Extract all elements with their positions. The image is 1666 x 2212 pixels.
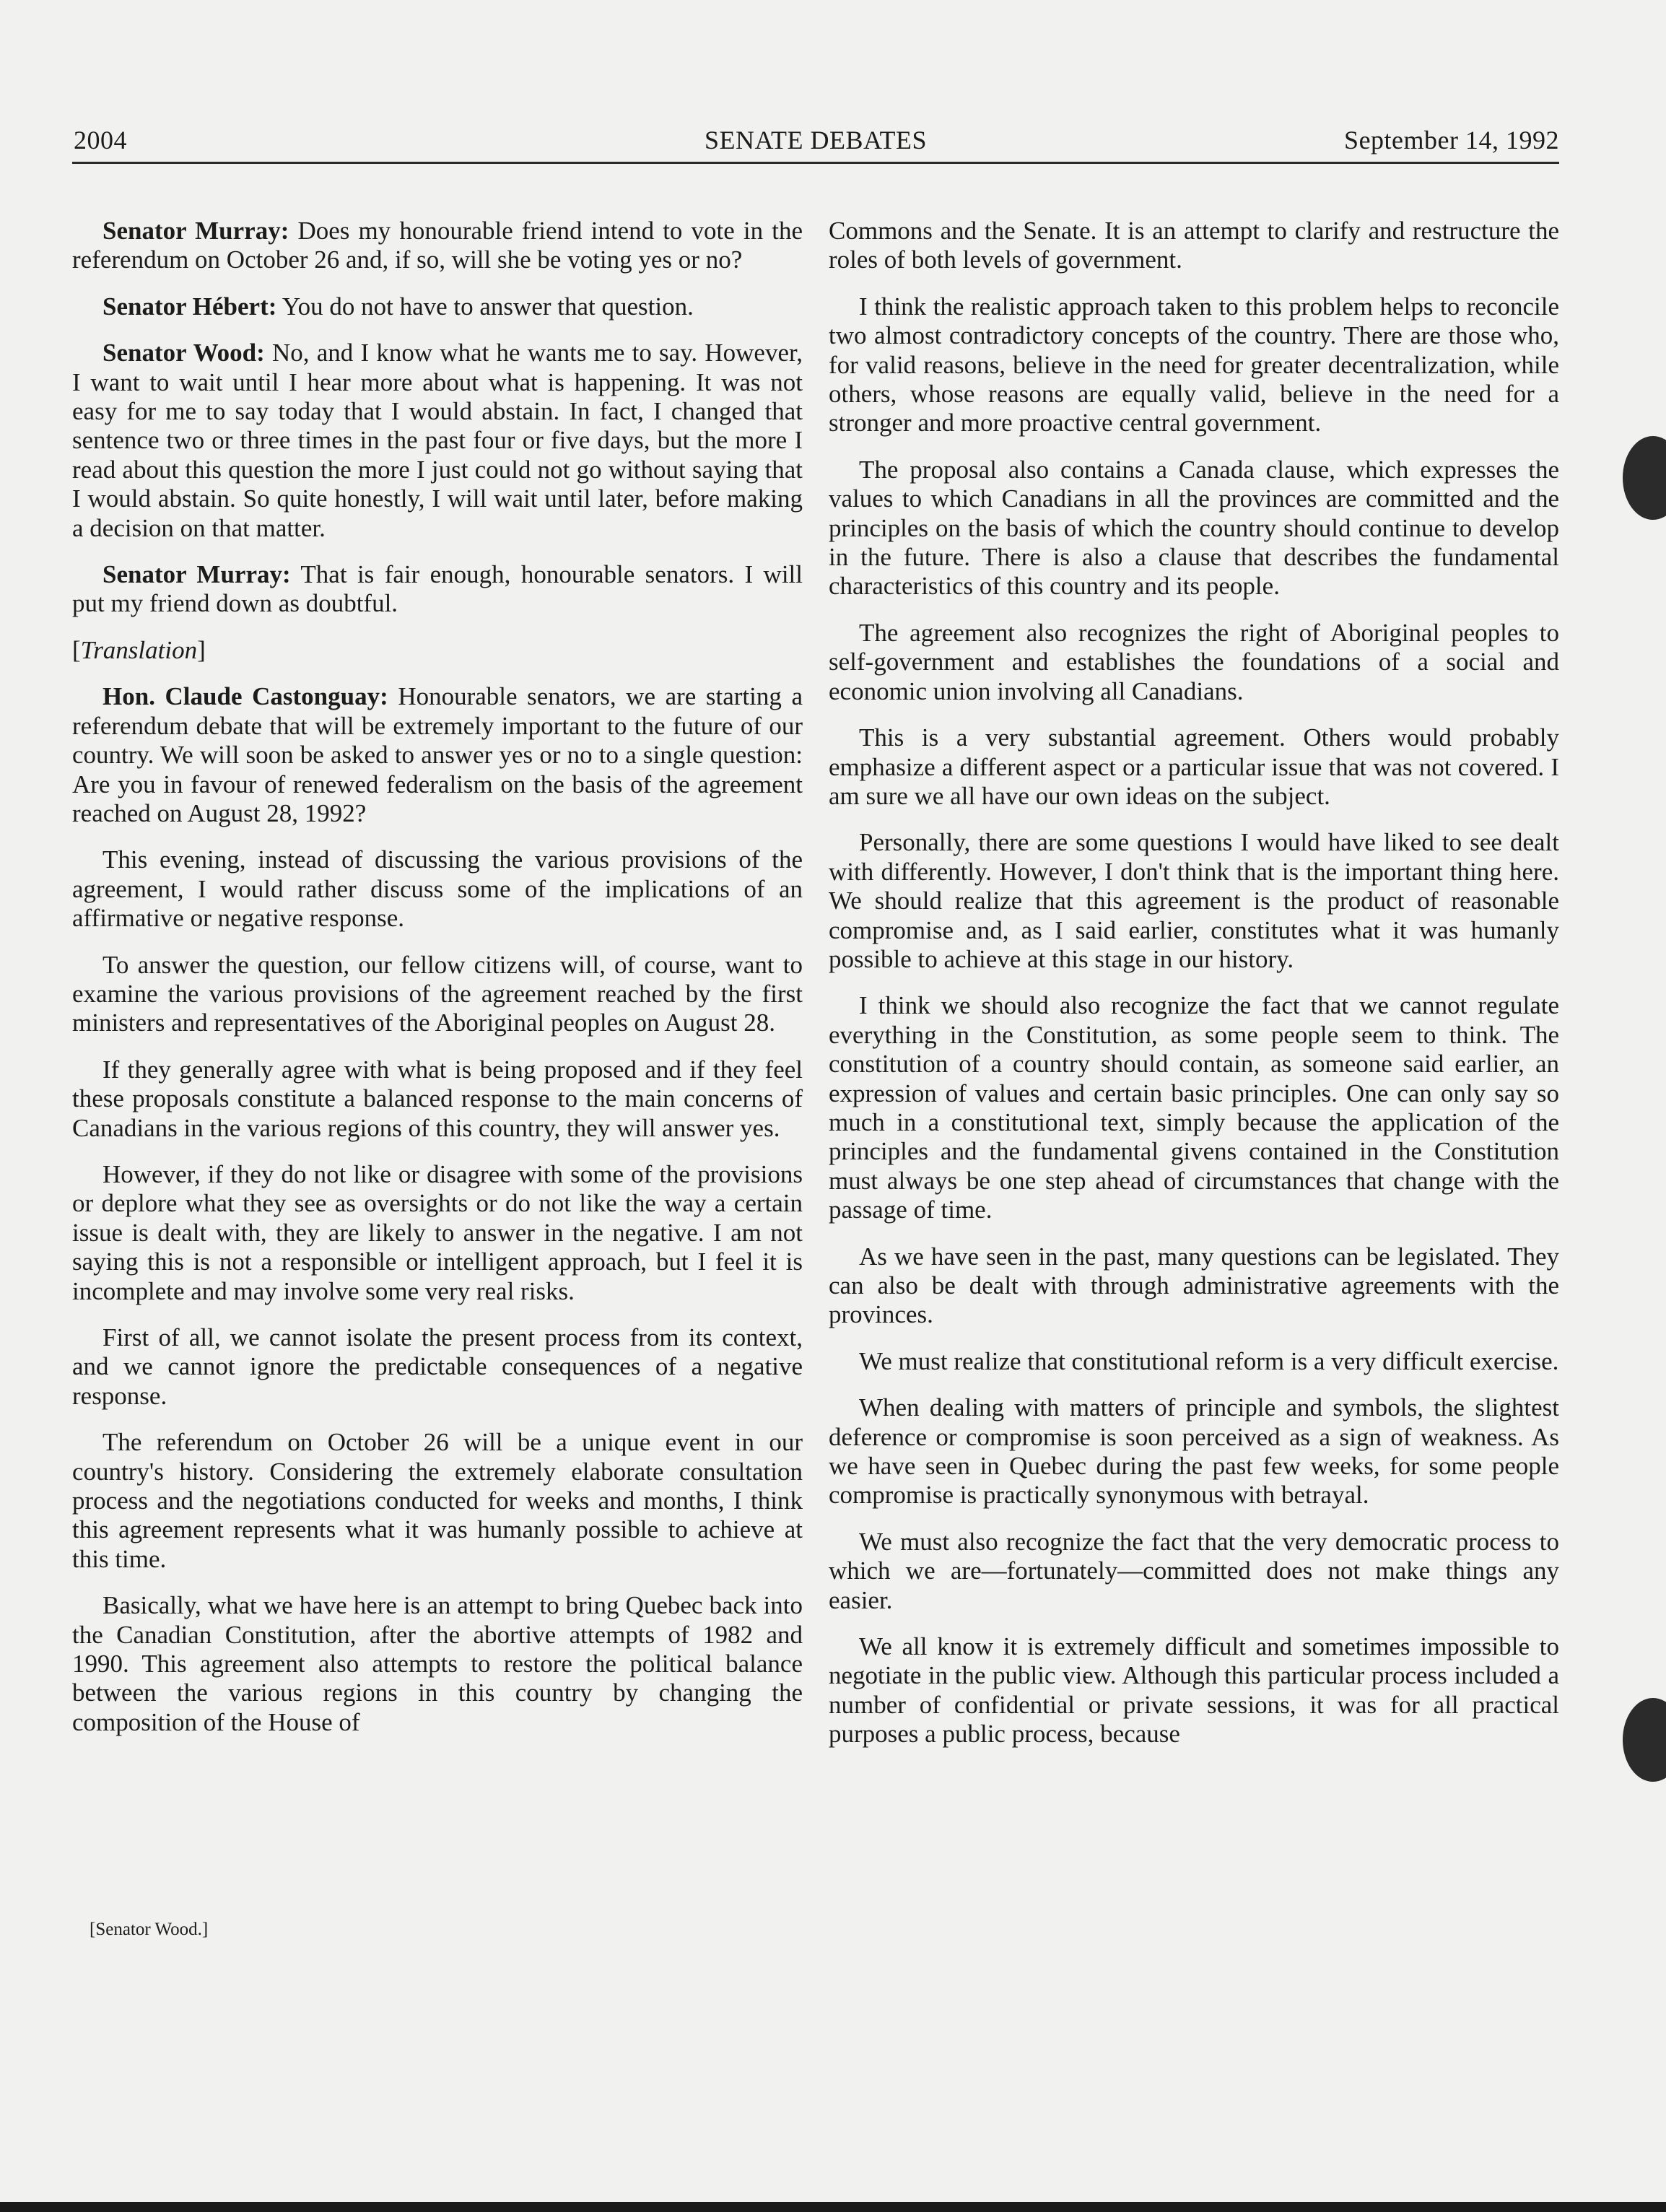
publication-date: September 14, 1992: [1344, 126, 1559, 154]
paragraph: I think we should also recognize the fact that we cannot regulate everything in the Constitution, as some people seem to think. The constitution of a country should contain, as someone said earlier, an expression of values and certain basic principles. One can only say so much in a constitutional text, simply because the application of the principles and the fundamental givens contained in the Constitution must always be one step ahead of circumstances that change with the passage of time.: [829, 991, 1559, 1224]
page-number: 2004: [74, 126, 127, 154]
paragraph: We must realize that constitutional reform is a very difficult exercise.: [859, 1346, 1559, 1375]
binder-hole: [1623, 1698, 1666, 1782]
paragraph: First of all, we cannot isolate the present process from its context, and we cannot ignore the predictable consequences of a negative response.: [72, 1323, 803, 1410]
paragraph: We all know it is extremely difficult and sometimes impossible to negotiate in the public view. Although this particular process included a number of confidential or private sessions, it was for all practical purposes a public process, because: [829, 1632, 1559, 1749]
publication-title: SENATE DEBATES: [704, 126, 927, 154]
paragraph: When dealing with matters of principle and symbols, the slightest deference or compromise is soon perceived as a sign of weakness. As we have seen in Quebec during the past few weeks, for some people compromise is practically synonymous with betrayal.: [829, 1393, 1559, 1510]
speech-text: You do not have to answer that question.: [276, 292, 694, 321]
page-footnote: [Senator Wood.]: [90, 1920, 209, 1939]
paragraph: However, if they do not like or disagree with some of the provisions or deplore what they see as oversights or do not like the way a certain issue is dealt with, they are likely to answer in the negative. I am not saying this is not a responsible or intelligent approach, but I feel it is incomplete and may involve some very real risks.: [72, 1159, 803, 1305]
paragraph: This is a very substantial agreement. Others would probably emphasize a different aspect or a particular issue that was not covered. I am sure we all have our own ideas on the subject.: [829, 723, 1559, 810]
right-column: [829, 217, 1559, 1767]
scan-edge: [0, 2202, 1666, 2212]
translation-label: Translation: [80, 635, 198, 664]
left-column: [72, 217, 803, 1754]
paragraph: [72, 682, 803, 828]
paragraph: Commons and the Senate. It is an attempt to clarify and restructure the roles of both levels of government.: [829, 217, 1559, 274]
speaker-name: Senator Murray:: [103, 217, 289, 245]
binder-hole: [1623, 436, 1666, 520]
page-header: [72, 124, 1559, 164]
speaker-name: Senator Murray:: [103, 560, 291, 589]
speaker-name: Hon. Claude Castonguay:: [103, 682, 388, 711]
paragraph: Basically, what we have here is an attempt to bring Quebec back into the Canadian Constitution, after the abortive attempts of 1982 and 1990. This agreement also attempts to restore the political balance between the various regions in this country by changing the composition of the House of: [72, 1591, 803, 1736]
speech-text: That is fair enough, honourable senators. I will put my friend down as doubtful.: [72, 560, 803, 618]
paragraph: [72, 217, 803, 275]
speaker-name: Senator Wood:: [103, 339, 265, 367]
paragraph: [72, 560, 803, 619]
paragraph: [72, 339, 803, 543]
paragraph: [72, 292, 803, 321]
speech-text: Honourable senators, we are starting a referendum debate that will be extremely important to the future of our country. We will soon be asked to answer yes or no to a single question: Are you in favour of renewed federalism on the basis of the agreement reached on August 28, 1992?: [72, 682, 803, 827]
speech-text: No, and I know what he wants me to say. However, I want to wait until I hear more about what is happening. It was not easy for me to say today that I would abstain. In fact, I changed that sentence two or three times in the past four or five days, but the more I read about this question the more I just could not go without saying that I would abstain. So quite honestly, I will wait until later, before making a decision on that matter.: [72, 339, 803, 542]
paragraph: I think the realistic approach taken to this problem helps to reconcile two almost contradictory concepts of the country. There are those who, for valid reasons, believe in the need for greater decentralization, while others, whose reasons are equally valid, believe in the need for a stronger and more proactive central government.: [829, 292, 1559, 437]
paragraph: To answer the question, our fellow citizens will, of course, want to examine the various provisions of the agreement reached by the first ministers and representatives of the Aboriginal peoples on August 28.: [72, 950, 803, 1037]
paragraph: As we have seen in the past, many questions can be legislated. They can also be dealt with through administrative agreements with the provinces.: [829, 1242, 1559, 1329]
speaker-name: Senator Hébert:: [103, 292, 277, 321]
paragraph: The agreement also recognizes the right of Aboriginal peoples to self-government and establishes the foundations of a social and economic union involving all Canadians.: [829, 618, 1559, 705]
paragraph: The referendum on October 26 will be a unique event in our country's history. Considering the extremely elaborate consultation process and the negotiations conducted for weeks and months, I think this agreement represents what it was humanly possible to achieve at this time.: [72, 1428, 803, 1573]
paragraph: We must also recognize the fact that the very democratic process to which we are—fortunately—committed does not make things any easier.: [829, 1527, 1559, 1614]
paragraph: Personally, there are some questions I would have liked to see dealt with differently. However, I don't think that is the important thing here. We should realize that this agreement is the product of reasonable compromise and, as I said earlier, constitutes what it was humanly possible to achieve at this stage in our history.: [829, 828, 1559, 973]
paragraph: The proposal also contains a Canada clause, which expresses the values to which Canadians in all the provinces are committed and the principles on the basis of which the country should continue to develop in the future. There is also a clause that describes the fundamental characteristics of this country and its people.: [829, 455, 1559, 601]
paragraph: This evening, instead of discussing the various provisions of the agreement, I would rather discuss some of the implications of an affirmative or negative response.: [72, 845, 803, 933]
speech-text: Does my honourable friend intend to vote in the referendum on October 26 and, if so, will she be voting yes or no?: [72, 217, 803, 274]
paragraph: If they generally agree with what is being proposed and if they feel these proposals constitute a balanced response to the main concerns of Canadians in the various regions of this country, they will answer yes.: [72, 1055, 803, 1142]
translation-marker: [Translation]: [72, 635, 206, 664]
